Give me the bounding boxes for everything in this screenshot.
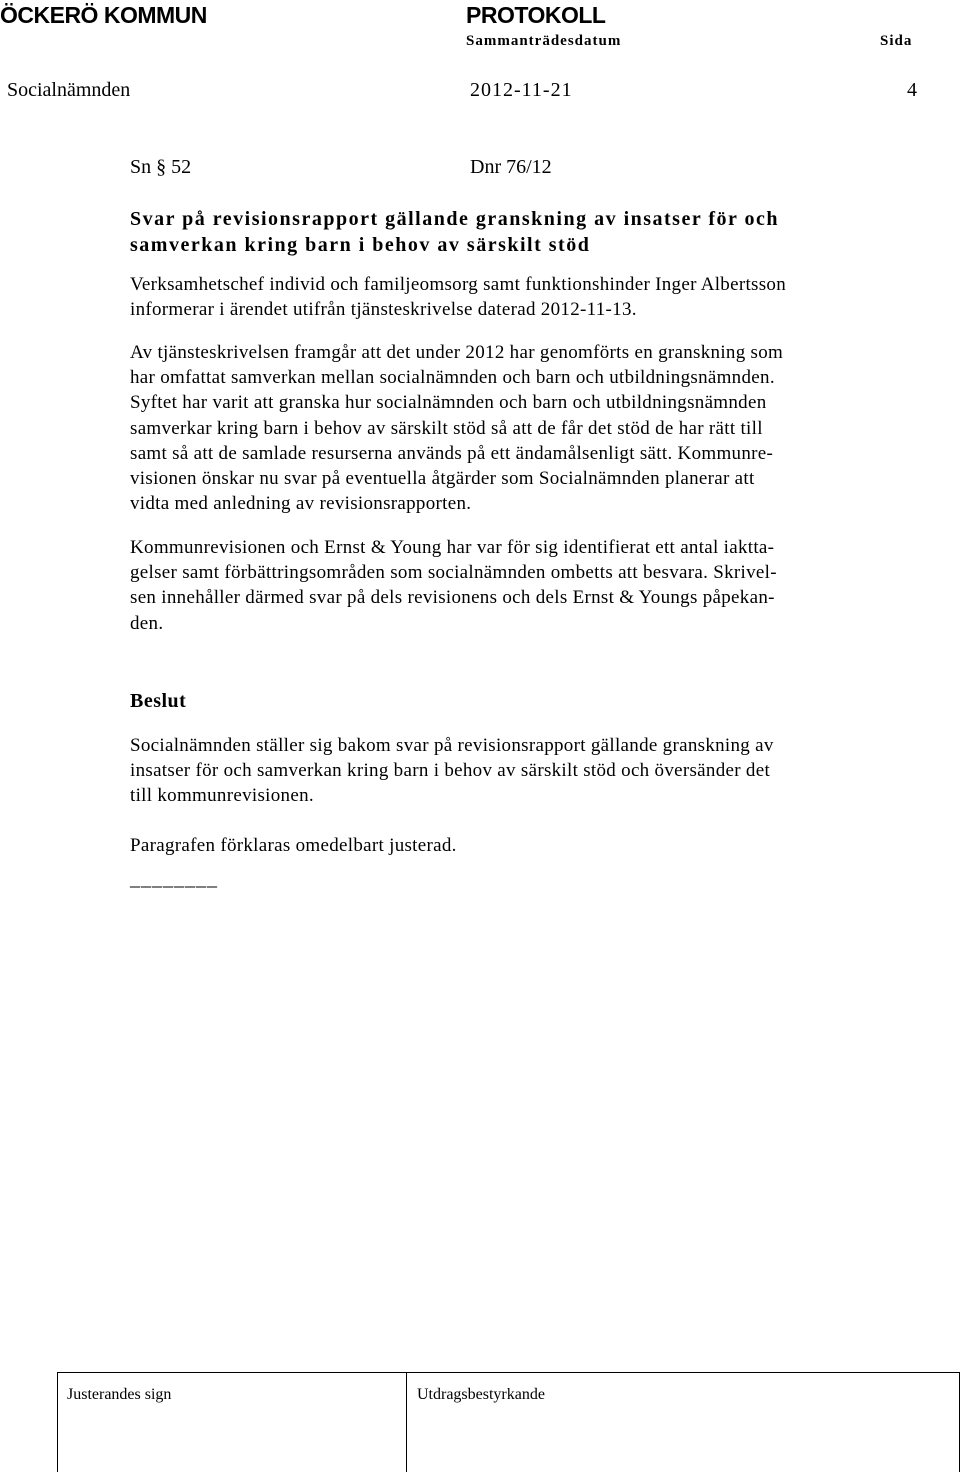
document-type: PROTOKOLL: [466, 2, 606, 28]
footer-top-rule: [57, 1372, 960, 1373]
page-number: 4: [907, 79, 917, 101]
text-line: Verksamhetschef individ och familjeomsorg samt funktionshinder Inger Albertsson: [130, 274, 787, 295]
text-line: till kommunrevisionen.: [130, 785, 314, 807]
footer-left-border: [57, 1372, 58, 1472]
justerandes-sign-label: Justerandes sign: [67, 1386, 172, 1403]
paragraph-number: Sn § 52: [130, 156, 192, 178]
text-line: den.: [130, 612, 164, 634]
page-label: Sida: [880, 33, 913, 49]
text-line: Syftet har varit att granska hur socialnämnden och barn och utbildningsnämnden: [130, 392, 767, 414]
text-line: visionen önskar nu svar på eventuella åtgärder som Socialnämnden planerar att: [130, 468, 755, 490]
case-title: [130, 206, 779, 258]
committee-name: Socialnämnden: [7, 79, 131, 101]
text-line: informerar i ärendet utifrån tjänsteskrivelse daterad 2012-11-13.: [130, 299, 637, 321]
text-line: Socialnämnden ställer sig bakom svar på revisionsrapport gällande granskning av: [130, 735, 774, 756]
paragraph-background: [130, 340, 950, 516]
decision-text: [130, 733, 950, 809]
case-title-line: Svar på revisionsrapport gällande granskning av insatser för och: [130, 208, 780, 230]
case-title-line: samverkan kring barn i behov av särskilt stöd: [130, 234, 591, 256]
date-label: Sammanträdesdatum: [466, 33, 622, 49]
decision-heading: Beslut: [130, 690, 187, 712]
text-line: Paragrafen förklaras omedelbart justerad.: [130, 835, 457, 856]
paragraph-observations: [130, 535, 950, 636]
footer-divider: [406, 1372, 407, 1472]
text-line: Av tjänsteskrivelsen framgår att det under 2012 har genomförts en granskning som: [130, 342, 784, 363]
signature-underline: ________: [130, 868, 218, 890]
paragraph-intro: [130, 272, 950, 322]
text-line: samt så att de samlade resurserna används på ett ändamålsenligt sätt. Kommunre-: [130, 442, 774, 464]
meeting-date: 2012-11-21: [470, 79, 573, 101]
text-line: har omfattat samverkan mellan socialnämnden och barn och utbildningsnämnden.: [130, 367, 775, 389]
case-dnr: Dnr 76/12: [470, 156, 552, 178]
decision-closing: [130, 833, 950, 858]
text-line: Kommunrevisionen och Ernst & Young har var för sig identifierat ett antal iaktta-: [130, 537, 775, 558]
utdragsbestyrkande-label: Utdragsbestyrkande: [417, 1386, 545, 1403]
text-line: sen innehåller därmed svar på dels revisionens och dels Ernst & Youngs påpekan-: [130, 587, 775, 609]
text-line: samverkar kring barn i behov av särskilt stöd så att de får det stöd de har rätt till: [130, 417, 763, 439]
organization-name: ÖCKERÖ KOMMUN: [0, 2, 207, 28]
text-line: vidta med anledning av revisionsrapporten.: [130, 493, 472, 515]
text-line: gelser samt förbättringsområden som socialnämnden ombetts att besvara. Skrivel-: [130, 562, 777, 584]
text-line: insatser för och samverkan kring barn i behov av särskilt stöd och översänder det: [130, 760, 771, 782]
